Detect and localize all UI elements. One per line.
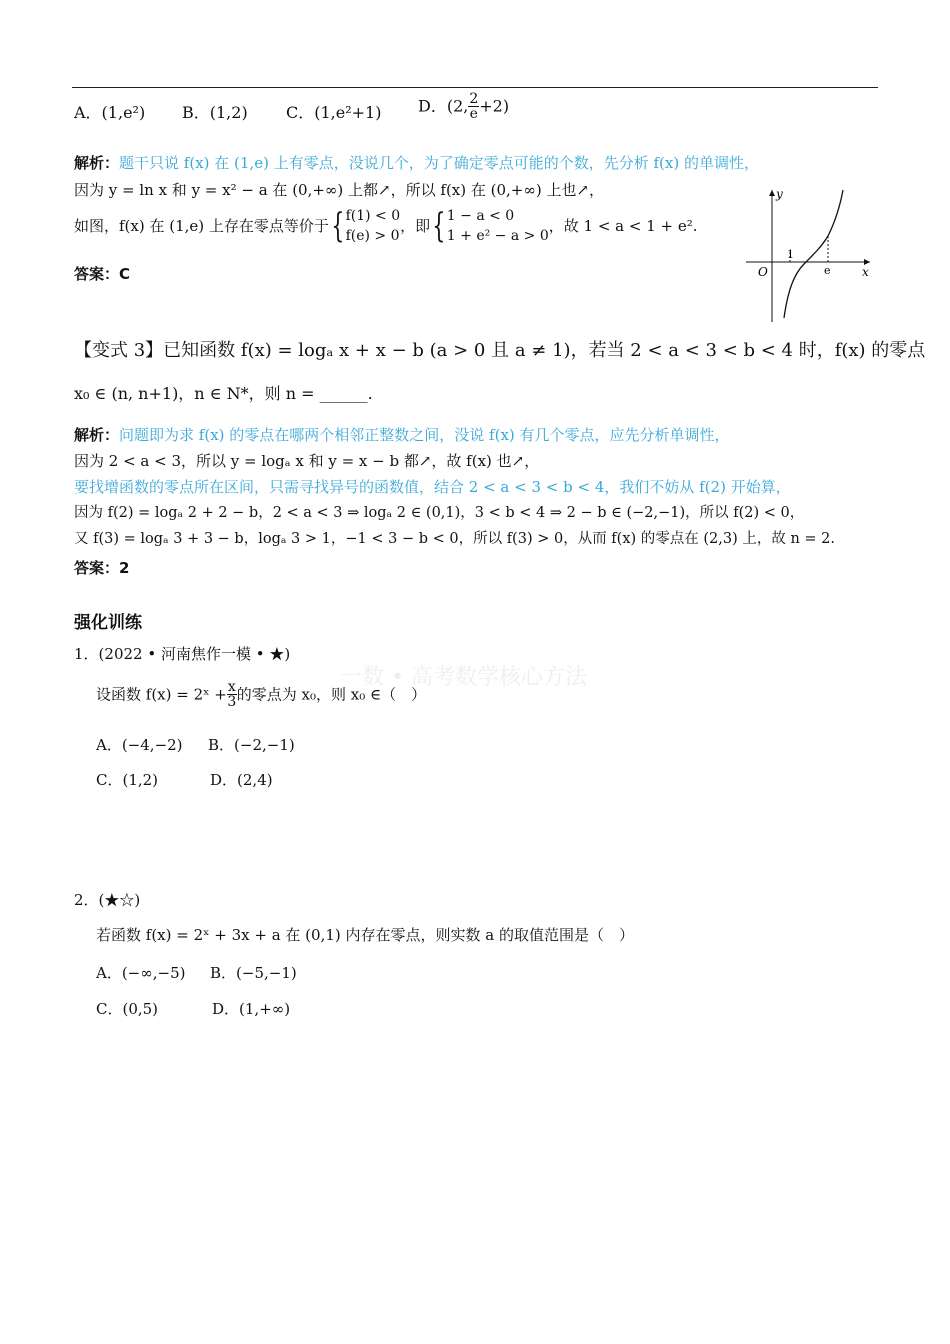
variant3-line2: x₀ ∈ (n, n+1)，n ∈ N*，则 n = ______. bbox=[74, 384, 373, 403]
analysis1-line3: 如图，f(x) 在 (1,e) 上存在零点等价于{ f(1) < 0 f(e) > 0 ，即{ 1 − a < 0 1 + e² − a > 0 ，故 1 < a < 1 + e². bbox=[74, 206, 698, 246]
q2-header: 2．(★☆) bbox=[74, 891, 141, 909]
option-d-fraction: $\frac{2}{e}$ bbox=[469, 91, 479, 122]
analysis2-line1: 解析：问题即为求 f(x) 的零点在哪两个相邻正整数之间，没说 f(x) 有几个零点，应先分析单调性， bbox=[74, 426, 730, 444]
q1-option-b: B．(−2,−1) bbox=[208, 736, 295, 754]
q1-header: 1．(2022 • 河南焦作一模 • ★) bbox=[74, 645, 291, 663]
analysis1-answer: 答案：C bbox=[74, 265, 131, 283]
q1-option-d: D．(2,4) bbox=[210, 771, 273, 789]
analysis2-line2: 因为 2 < a < 3，所以 y = logₐ x 和 y = x − b 都↗，故 f(x) 也↗， bbox=[74, 452, 540, 470]
option-c: C．(1,e²+1) bbox=[286, 103, 382, 122]
tick-e-label: e bbox=[824, 264, 831, 277]
analysis1-line1: 解析：题干只说 f(x) 在 (1,e) 上有零点，没说几个，为了确定零点可能的个数，先分析 f(x) 的单调性， bbox=[74, 154, 759, 172]
function-graph bbox=[742, 182, 878, 324]
analysis2-line5: 又 f(3) = logₐ 3 + 3 − b，logₐ 3 > 1，−1 < 3 − b < 0，所以 f(3) > 0，从而 f(x) 的零点在 (2,3) 上，故 n = 2. bbox=[74, 531, 836, 547]
analysis2-line4: 因为 f(2) = logₐ 2 + 2 − b，2 < a < 3 ⇒ logₐ 2 ∈ (0,1)，3 < b < 4 ⇒ 2 − b ∈ (−2,−1)，所以 f(2) < 0， bbox=[74, 505, 805, 521]
option-a: A．(1,e²) bbox=[74, 103, 146, 122]
x-axis-label: x bbox=[862, 265, 869, 279]
analysis2-line3: 要找增函数的零点所在区间，只需寻找异号的函数值，结合 2 < a < 3 < b < 4，我们不妨从 f(2) 开始算， bbox=[74, 478, 791, 496]
section-title: 强化训练 bbox=[74, 613, 142, 633]
option-b: B．(1,2) bbox=[182, 103, 248, 122]
q1-option-a: A．(−4,−2) bbox=[96, 736, 183, 754]
q1-option-c: C．(1,2) bbox=[96, 771, 159, 789]
variant3-line1: 【变式 3】已知函数 f(x) = logₐ x + x − b (a > 0 且 a ≠ 1)，若当 2 < a < 3 < b < 4 时，f(x) 的零点 bbox=[74, 340, 926, 361]
q2-option-a: A．(−∞,−5) bbox=[96, 964, 186, 982]
q2-option-c: C．(0,5) bbox=[96, 1000, 159, 1018]
q1-fraction: $\frac{x}{3}$ bbox=[227, 679, 237, 710]
y-axis-label: y bbox=[776, 187, 783, 201]
origin-label: O bbox=[758, 265, 768, 279]
q2-option-b: B．(−5,−1) bbox=[210, 964, 297, 982]
option-d: D．(2, $\frac{2}{e}$ +2) bbox=[418, 91, 510, 122]
analysis1-line2: 因为 y = ln x 和 y = x² − a 在 (0,+∞) 上都↗，所以 f(x) 在 (0,+∞) 上也↗， bbox=[74, 181, 605, 199]
top-divider bbox=[72, 87, 878, 88]
q2-option-d: D．(1,+∞) bbox=[212, 1000, 291, 1018]
q1-stem: 设函数 f(x) = 2ˣ + $\frac{x}{3}$ 的零点为 x₀，则 x₀ ∈（ ） bbox=[96, 679, 427, 710]
q2-stem: 若函数 f(x) = 2ˣ + 3x + a 在 (0,1) 内存在零点，则实数 a 的取值范围是（ ） bbox=[96, 926, 634, 944]
tick-1-label: 1 bbox=[787, 248, 794, 261]
watermark: 一数 • 高考数学核心方法 bbox=[340, 665, 587, 690]
analysis2-answer: 答案：2 bbox=[74, 559, 130, 577]
